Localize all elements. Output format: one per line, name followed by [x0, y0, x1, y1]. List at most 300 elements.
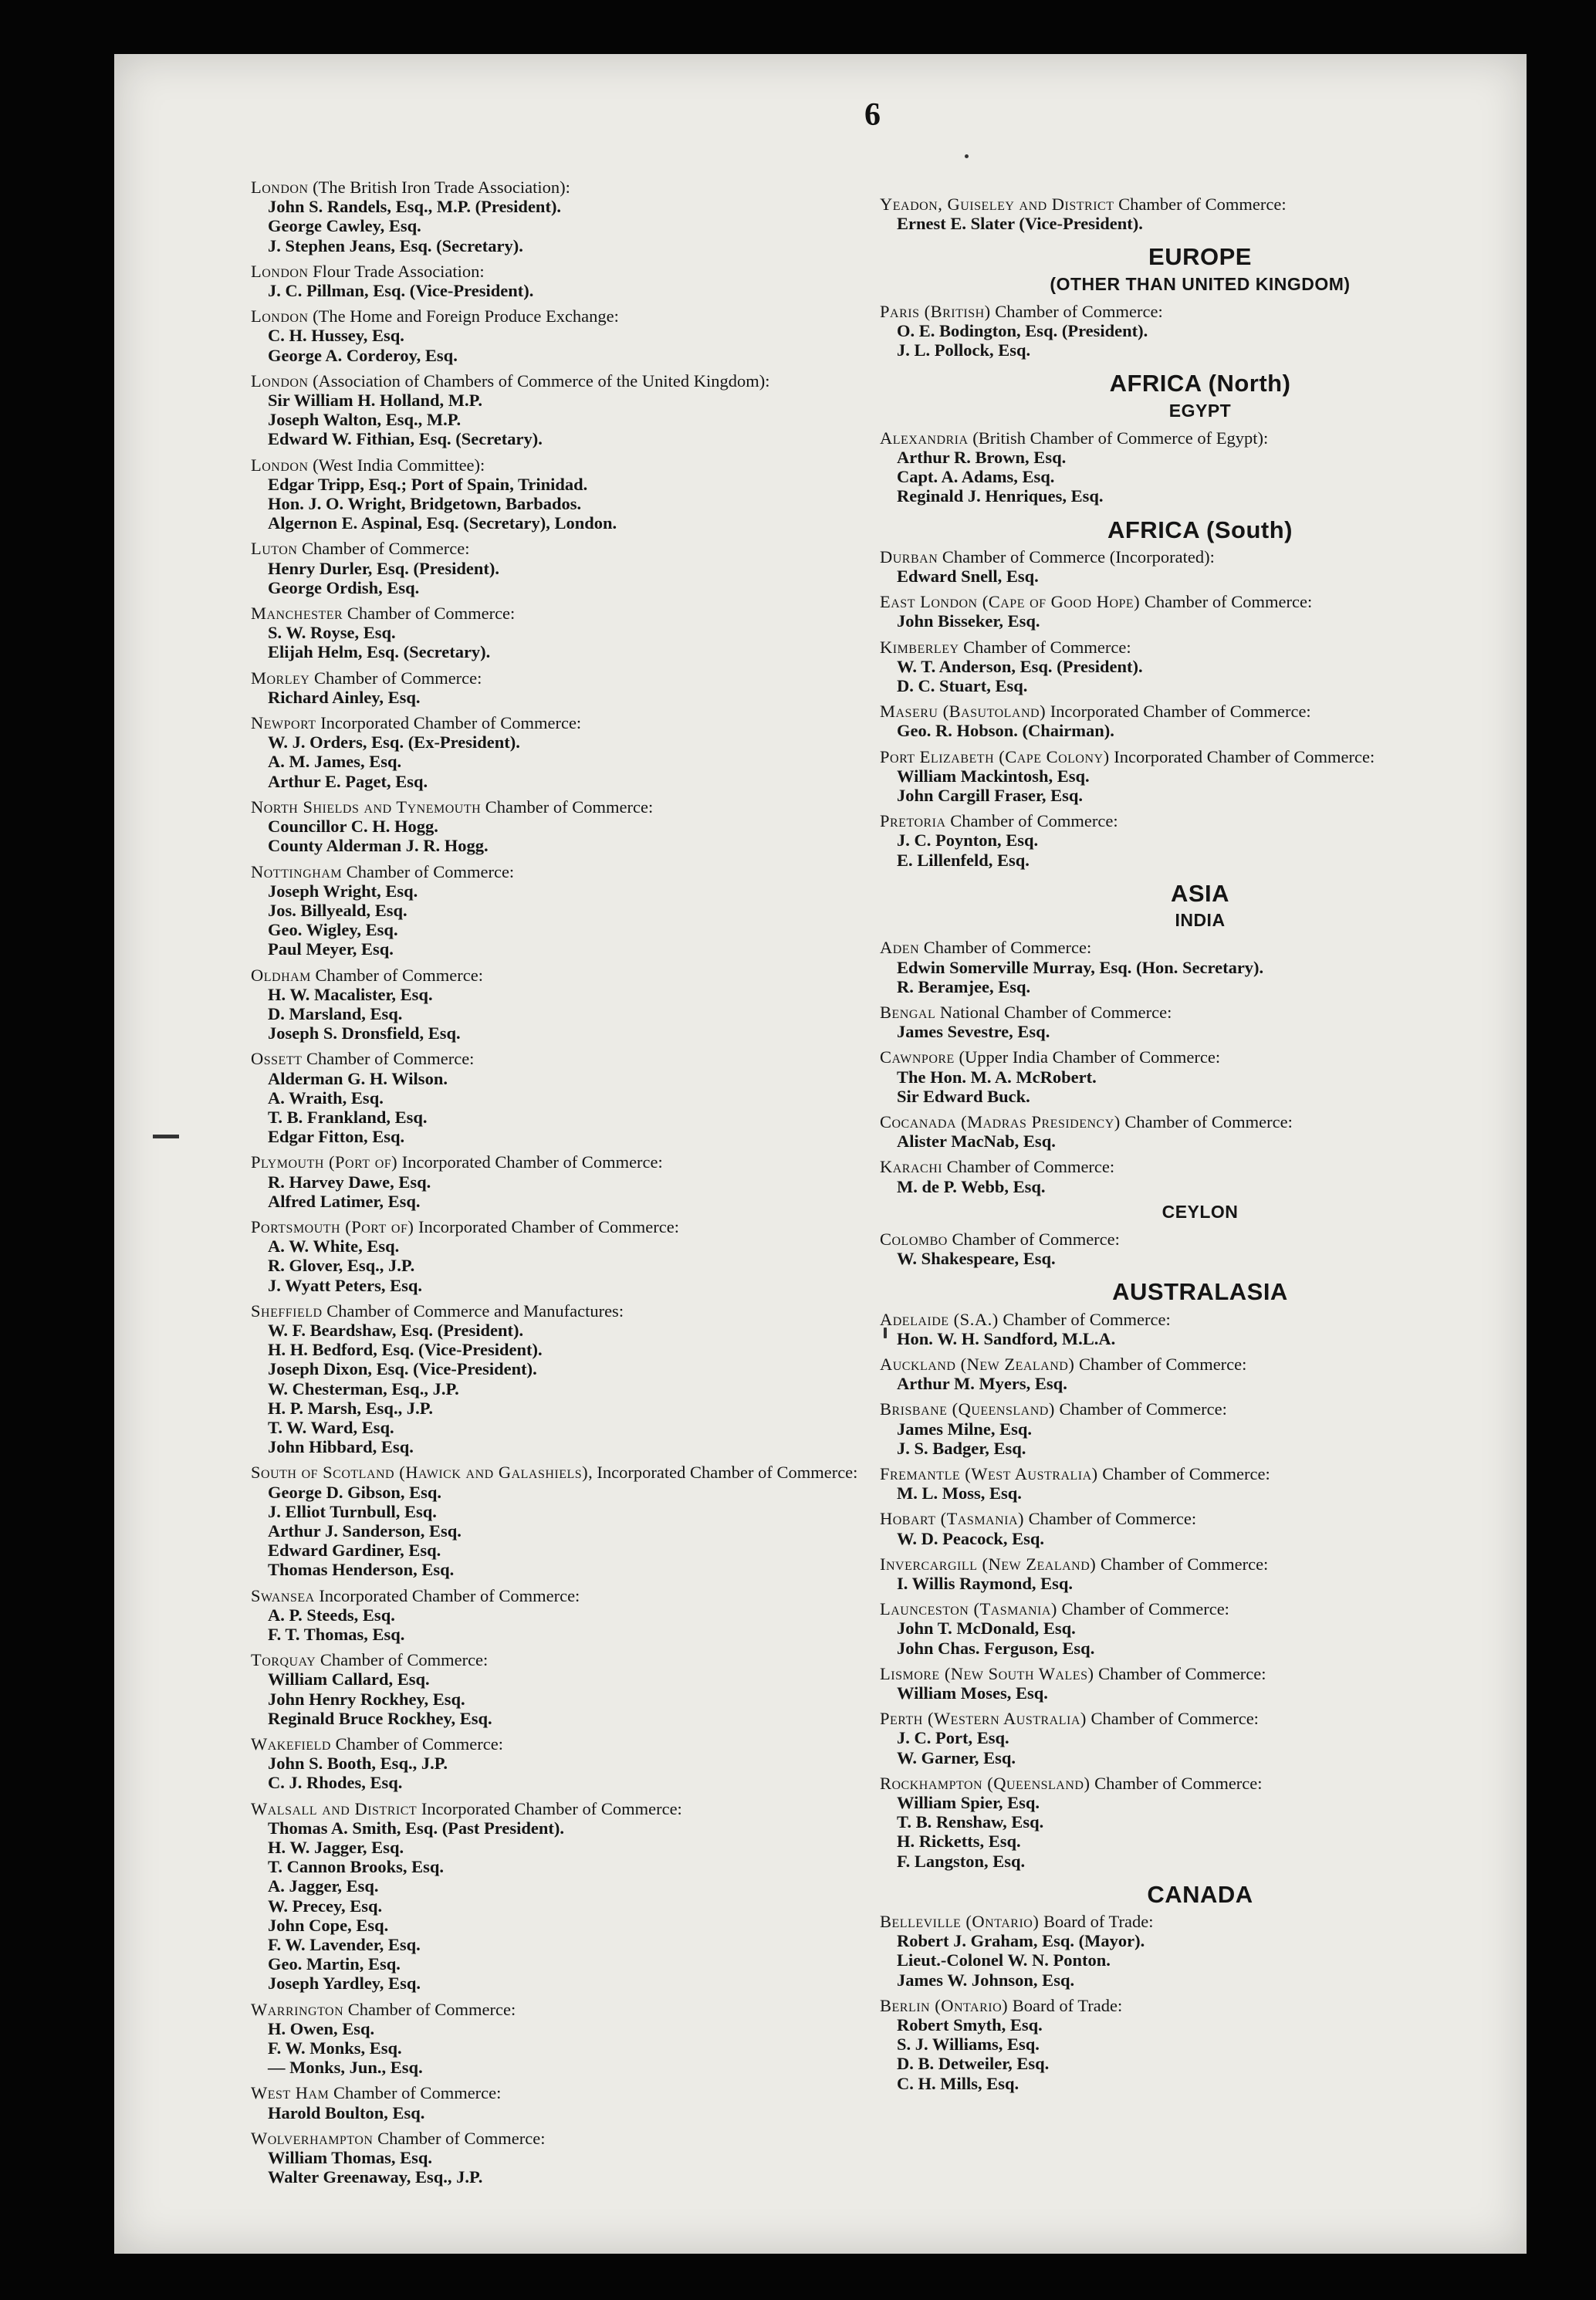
chamber-entry — [251, 1799, 868, 1994]
sub-heading: CEYLON — [1161, 1201, 1239, 1222]
entry-heading — [880, 1399, 1520, 1419]
chamber-entry — [251, 1301, 868, 1457]
entry-heading — [880, 811, 1520, 830]
entry-heading — [880, 592, 1520, 611]
chamber-entry — [251, 1152, 868, 1211]
chamber-entry — [880, 1996, 1520, 2093]
entry-body: Chamber of Commerce: — [297, 539, 470, 559]
entry-heading — [251, 1650, 868, 1669]
chamber-entry — [880, 1774, 1520, 1871]
entry-heading — [880, 638, 1520, 657]
chamber-entry — [251, 1049, 868, 1146]
chamber-entry — [251, 668, 868, 707]
member-line: William Mackintosh, Esq. — [897, 766, 1090, 786]
member-line: Richard Ainley, Esq. — [268, 687, 421, 707]
entry-heading — [880, 1509, 1520, 1528]
entry-body: Flour Trade Association: — [308, 261, 485, 281]
entry-body: Incorporated Chamber of Commerce: — [414, 1216, 679, 1236]
member-line: A. P. Steeds, Esq. — [268, 1605, 395, 1625]
entry-body: Chamber of Commerce: — [342, 861, 515, 881]
chamber-entry — [880, 1157, 1520, 1196]
entry-body: Chamber of Commerce: — [1090, 1773, 1263, 1793]
entry-heading — [880, 547, 1520, 567]
member-line: W. Precey, Esq. — [268, 1896, 383, 1916]
entry-heading — [251, 862, 868, 881]
chamber-entry — [880, 194, 1520, 233]
entry-heading — [251, 604, 868, 623]
member-line: R. Glover, Esq., J.P. — [268, 1256, 415, 1276]
member-line: John Bisseker, Esq. — [897, 611, 1040, 631]
chamber-entry — [880, 1310, 1520, 1348]
entry-place: Fremantle (West Australia) — [880, 1463, 1098, 1483]
chamber-entry — [880, 1355, 1520, 1393]
entry-heading — [251, 1734, 868, 1754]
chamber-entry — [880, 638, 1520, 696]
entry-place: Portsmouth (Port of) — [251, 1216, 414, 1236]
entry-body: Chamber of Commerce: — [373, 2128, 546, 2148]
entry-heading — [251, 1217, 868, 1236]
entry-heading — [251, 2000, 868, 2019]
entry-heading — [880, 1003, 1520, 1022]
entry-body: Incorporated Chamber of Commerce: — [1046, 702, 1311, 722]
member-line: Harold Boulton, Esq. — [268, 2102, 425, 2122]
entry-heading — [251, 1301, 868, 1321]
entry-place: Alexandria — [880, 428, 969, 448]
entry-heading — [251, 966, 868, 985]
member-line: George Cawley, Esq. — [268, 216, 421, 236]
member-line: A. Jagger, Esq. — [268, 1876, 379, 1896]
chamber-entry — [251, 604, 868, 662]
entry-place: Rockhampton (Queensland) — [880, 1773, 1090, 1793]
entry-body: Board of Trade: — [1008, 1995, 1123, 2015]
member-line: W. J. Orders, Esq. (Ex-President). — [268, 732, 520, 753]
entry-place: Invercargill (New Zealand) — [880, 1554, 1097, 1574]
chamber-entry — [880, 547, 1520, 586]
entry-body: Incorporated Chamber of Commerce: — [397, 1152, 663, 1172]
member-line: Reginald Bruce Rockhey, Esq. — [268, 1708, 492, 1728]
entry-body: Chamber of Commerce: — [1140, 592, 1313, 612]
member-line: Edward W. Fithian, Esq. (Secretary). — [268, 429, 543, 449]
entry-body: Chamber of Commerce: — [919, 938, 1092, 958]
chamber-entry — [251, 2000, 868, 2078]
entry-place: Cawnpore — [880, 1047, 955, 1067]
member-line: Joseph Walton, Esq., M.P. — [268, 410, 462, 430]
entry-heading — [880, 1996, 1520, 2015]
member-line: F. W. Lavender, Esq. — [268, 1935, 421, 1955]
member-line: M. de P. Webb, Esq. — [897, 1176, 1046, 1196]
member-line: Edward Gardiner, Esq. — [268, 1541, 441, 1561]
entry-body: Board of Trade: — [1039, 1912, 1154, 1932]
entry-body: Chamber of Commerce: — [316, 1650, 489, 1670]
entry-place: Morley — [251, 668, 310, 688]
entry-heading — [251, 1152, 868, 1172]
member-line: John Cargill Fraser, Esq. — [897, 786, 1084, 806]
entry-place: Kimberley — [880, 637, 959, 657]
member-line: William Moses, Esq. — [897, 1683, 1048, 1703]
entry-place: Belleville (Ontario) — [880, 1912, 1040, 1932]
chamber-entry — [251, 966, 868, 1043]
member-line: Lieut.-Colonel W. N. Ponton. — [897, 1950, 1111, 1970]
entry-heading — [880, 1157, 1520, 1176]
entry-heading — [251, 1463, 868, 1482]
chamber-entry — [251, 2083, 868, 2122]
member-line: Joseph Dixon, Esq. (Vice-President). — [268, 1359, 537, 1379]
left-column — [251, 178, 868, 2193]
member-line: H. Ricketts, Esq. — [897, 1832, 1021, 1852]
entry-body: Chamber of Commerce: — [998, 1309, 1171, 1329]
entry-body: Chamber of Commerce: — [1094, 1663, 1266, 1683]
member-line: I. Willis Raymond, Esq. — [897, 1573, 1073, 1593]
entry-body: Incorporated Chamber of Commerce: — [316, 713, 582, 733]
member-line: Arthur R. Brown, Esq. — [897, 448, 1067, 468]
entry-body: (British Chamber of Commerce of Egypt): — [968, 428, 1269, 448]
entry-body: Chamber of Commerce: — [1054, 1399, 1227, 1419]
entry-body: Chamber of Commerce: — [942, 1157, 1115, 1177]
member-line: William Spier, Esq. — [897, 1793, 1040, 1813]
member-line: T. B. Renshaw, Esq. — [897, 1812, 1044, 1832]
entry-heading — [880, 702, 1520, 721]
entry-place: Maseru (Basutoland) — [880, 702, 1047, 722]
member-line: William Callard, Esq. — [268, 1669, 430, 1689]
entry-place: Warrington — [251, 1999, 344, 2019]
entry-heading — [251, 371, 868, 391]
member-line: Thomas A. Smith, Esq. (Past President). — [268, 1818, 564, 1838]
entry-place: North Shields and Tynemouth — [251, 797, 482, 817]
member-line: S. W. Royse, Esq. — [268, 623, 396, 643]
entry-body: Incorporated Chamber of Commerce: — [1109, 746, 1375, 766]
chamber-entry — [880, 302, 1520, 360]
entry-body: Chamber of Commerce: — [945, 811, 1118, 831]
entry-place: Launceston (Tasmania) — [880, 1599, 1057, 1619]
section-heading: AUSTRALASIA — [1112, 1278, 1288, 1306]
chamber-entry — [251, 371, 868, 449]
member-line: Edgar Fitton, Esq. — [268, 1127, 405, 1147]
entry-body: Chamber of Commerce: — [481, 797, 654, 817]
member-line: T. Cannon Brooks, Esq. — [268, 1857, 445, 1877]
member-line: — Monks, Jun., Esq. — [268, 2058, 423, 2078]
section-heading: AFRICA (North) — [1109, 370, 1291, 397]
entry-place: Auckland (New Zealand) — [880, 1354, 1075, 1374]
chamber-entry — [880, 1112, 1520, 1151]
member-line: Joseph S. Dronsfield, Esq. — [268, 1023, 461, 1043]
entry-place: West Ham — [251, 2083, 330, 2103]
entry-body: (The Home and Foreign Produce Exchange: — [308, 306, 619, 326]
member-line: W. T. Anderson, Esq. (President). — [897, 656, 1143, 676]
chamber-entry — [251, 1586, 868, 1645]
chamber-entry — [251, 1217, 868, 1295]
entry-body: Chamber of Commerce: — [1086, 1709, 1259, 1729]
ink-speck — [965, 154, 969, 158]
member-line: John Henry Rockhey, Esq. — [268, 1689, 465, 1709]
member-line: O. E. Bodington, Esq. (President). — [897, 321, 1148, 341]
entry-place: London — [251, 261, 309, 281]
entry-place: Oldham — [251, 965, 311, 985]
member-line: William Thomas, Esq. — [268, 2148, 432, 2168]
entry-heading — [880, 1355, 1520, 1374]
member-line: County Alderman J. R. Hogg. — [268, 836, 489, 856]
member-line: R. Beramjee, Esq. — [897, 976, 1031, 996]
entry-body: Chamber of Commerce: — [1024, 1509, 1197, 1529]
entry-body: Chamber of Commerce: — [959, 637, 1131, 657]
entry-place: Bengal — [880, 1002, 936, 1022]
chamber-entry — [251, 539, 868, 597]
entry-place: London — [251, 306, 309, 326]
entry-place: Durban — [880, 546, 938, 567]
member-line: Geo. R. Hobson. (Chairman). — [897, 721, 1114, 741]
member-line: John S. Booth, Esq., J.P. — [268, 1754, 448, 1774]
entry-heading — [251, 2129, 868, 2148]
member-line: W. D. Peacock, Esq. — [897, 1528, 1045, 1548]
entry-place: Aden — [880, 938, 920, 958]
member-line: Algernon E. Aspinal, Esq. (Secretary), London. — [268, 513, 617, 533]
entry-body: (The British Iron Trade Association): — [308, 178, 570, 197]
member-line: E. Lillenfeld, Esq. — [897, 850, 1030, 870]
chamber-entry — [880, 1554, 1520, 1593]
entry-place: Sheffield — [251, 1301, 323, 1321]
member-line: Alister MacNab, Esq. — [897, 1131, 1056, 1152]
chamber-entry — [880, 1709, 1520, 1767]
entry-place: Cocanada (Madras Presidency) — [880, 1111, 1121, 1131]
section-heading: EUROPE — [1148, 243, 1252, 271]
chamber-entry — [251, 306, 868, 365]
member-line: T. B. Frankland, Esq. — [268, 1107, 428, 1127]
member-line: W. Chesterman, Esq., J.P. — [268, 1378, 459, 1399]
entry-heading — [880, 1912, 1520, 1931]
entry-body: Chamber of Commerce: — [309, 668, 482, 688]
entry-heading — [880, 1554, 1520, 1574]
section-heading: AFRICA (South) — [1107, 516, 1293, 543]
chamber-entry — [251, 1463, 868, 1579]
member-line: J. C. Port, Esq. — [897, 1728, 1009, 1748]
member-line: F. T. Thomas, Esq. — [268, 1625, 405, 1645]
margin-mark — [153, 1135, 179, 1138]
member-line: James Sevestre, Esq. — [897, 1022, 1050, 1042]
entry-place: Adelaide (S.A.) — [880, 1309, 999, 1329]
chamber-entry — [880, 428, 1520, 506]
entry-heading — [251, 306, 868, 326]
entry-heading — [251, 178, 868, 197]
chamber-entry — [251, 262, 868, 300]
entry-place: Walsall and District — [251, 1798, 418, 1818]
member-line: Edwin Somerville Murray, Esq. (Hon. Secretary). — [897, 957, 1264, 977]
member-line: C. H. Hussey, Esq. — [268, 326, 404, 346]
member-line: Henry Durler, Esq. (President). — [268, 558, 499, 578]
entry-place: London — [251, 370, 309, 391]
entry-heading — [880, 1112, 1520, 1131]
entry-body: (Association of Chambers of Commerce of the United Kingdom): — [308, 370, 770, 391]
entry-place: Paris (British) — [880, 301, 991, 321]
entry-body: Chamber of Commerce (Incorporated): — [938, 546, 1215, 567]
chamber-entry — [880, 702, 1520, 740]
member-line: John Hibbard, Esq. — [268, 1437, 414, 1457]
entry-body: Chamber of Commerce: — [302, 1049, 475, 1069]
entry-place: Luton — [251, 539, 298, 559]
member-line: D. Marsland, Esq. — [268, 1003, 403, 1023]
member-line: John Cope, Esq. — [268, 1915, 389, 1935]
entry-body: Chamber of Commerce: — [330, 1734, 504, 1754]
entry-place: Hobart (Tasmania) — [880, 1509, 1025, 1529]
entry-heading — [880, 194, 1520, 214]
entry-heading — [880, 1599, 1520, 1618]
member-line: J. S. Badger, Esq. — [897, 1438, 1026, 1458]
chamber-entry — [251, 1650, 868, 1728]
entry-place: Pretoria — [880, 811, 946, 831]
member-line: C. J. Rhodes, Esq. — [268, 1773, 403, 1793]
chamber-entry — [880, 1664, 1520, 1703]
member-line: Joseph Wright, Esq. — [268, 881, 418, 901]
entry-heading — [880, 1774, 1520, 1793]
entry-body: Chamber of Commerce: — [1074, 1354, 1247, 1374]
entry-heading — [880, 428, 1520, 448]
chamber-entry — [880, 1599, 1520, 1658]
member-line: Edgar Tripp, Esq.; Port of Spain, Trinidad. — [268, 474, 588, 494]
entry-body: Incorporated Chamber of Commerce: — [417, 1798, 682, 1818]
entry-heading — [880, 1464, 1520, 1483]
entry-heading — [880, 938, 1520, 957]
entry-body: Chamber of Commerce: — [343, 1999, 516, 2019]
member-line: John Chas. Ferguson, Esq. — [897, 1638, 1095, 1658]
chamber-entry — [880, 1912, 1520, 1990]
entry-place: Swansea — [251, 1585, 315, 1605]
chamber-entry — [880, 811, 1520, 870]
entry-place: Brisbane (Queensland) — [880, 1399, 1055, 1419]
right-column — [880, 194, 1520, 2099]
entry-heading — [251, 1586, 868, 1605]
entry-heading — [251, 539, 868, 558]
entry-heading — [251, 668, 868, 688]
member-line: H. W. Macalister, Esq. — [268, 984, 433, 1004]
entry-heading — [880, 1229, 1520, 1249]
entry-body: Chamber of Commerce: — [947, 1229, 1120, 1249]
member-line: W. F. Beardshaw, Esq. (President). — [268, 1320, 524, 1340]
entry-body: Incorporated Chamber of Commerce: — [314, 1585, 580, 1605]
member-line: George D. Gibson, Esq. — [268, 1482, 442, 1502]
member-line: John S. Randels, Esq., M.P. (President). — [268, 197, 562, 217]
member-line: Arthur J. Sanderson, Esq. — [268, 1521, 462, 1541]
member-line: Hon. W. H. Sandford, M.L.A. — [897, 1328, 1116, 1348]
entry-body: (West India Committee): — [308, 455, 485, 475]
member-line: Arthur M. Myers, Esq. — [897, 1374, 1067, 1394]
entry-body: , Incorporated Chamber of Commerce: — [588, 1463, 858, 1483]
entry-heading — [251, 1049, 868, 1068]
member-line: J. Elliot Turnbull, Esq. — [268, 1501, 437, 1521]
member-line: Joseph Yardley, Esq. — [268, 1974, 421, 1994]
section-heading: CANADA — [1147, 1880, 1253, 1908]
entry-body: Chamber of Commerce: — [1057, 1599, 1229, 1619]
chamber-entry — [880, 938, 1520, 996]
chamber-entry — [251, 1734, 868, 1793]
member-line: George Ordish, Esq. — [268, 577, 420, 597]
entry-heading — [880, 1709, 1520, 1728]
member-line: W. Shakespeare, Esq. — [897, 1249, 1056, 1269]
member-line: J. C. Poynton, Esq. — [897, 830, 1039, 851]
entry-heading — [880, 302, 1520, 321]
member-line: Ernest E. Slater (Vice-President). — [897, 214, 1143, 234]
member-line: Arthur E. Paget, Esq. — [268, 771, 428, 791]
member-line: Geo. Martin, Esq. — [268, 1954, 401, 1974]
member-line: Hon. J. O. Wright, Bridgetown, Barbados. — [268, 494, 582, 514]
entry-heading — [880, 1047, 1520, 1067]
member-line: Capt. A. Adams, Esq. — [897, 467, 1055, 487]
entry-heading — [251, 2083, 868, 2102]
member-line: A. M. James, Esq. — [268, 752, 402, 772]
chamber-entry — [880, 1003, 1520, 1041]
chamber-entry — [251, 713, 868, 791]
member-line: Edward Snell, Esq. — [897, 567, 1039, 587]
chamber-entry — [880, 1047, 1520, 1106]
member-line: Sir William H. Holland, M.P. — [268, 391, 482, 411]
member-line: Councillor C. H. Hogg. — [268, 817, 438, 837]
entry-place: Karachi — [880, 1157, 943, 1177]
member-line: J. L. Pollock, Esq. — [897, 340, 1031, 360]
chamber-entry — [880, 1509, 1520, 1547]
sub-heading: EGYPT — [1168, 400, 1232, 421]
member-line: Reginald J. Henriques, Esq. — [897, 486, 1104, 506]
entry-body: Chamber of Commerce: — [343, 604, 516, 624]
member-line: J. Stephen Jeans, Esq. (Secretary). — [268, 235, 523, 255]
member-line: Alderman G. H. Wilson. — [268, 1068, 448, 1088]
entry-body: Chamber of Commerce: — [1120, 1111, 1293, 1131]
entry-body: Chamber of Commerce: — [1114, 194, 1287, 214]
entry-place: Colombo — [880, 1229, 948, 1249]
member-line: Thomas Henderson, Esq. — [268, 1560, 455, 1580]
entry-place: Nottingham — [251, 861, 343, 881]
member-line: H. H. Bedford, Esq. (Vice-President). — [268, 1340, 543, 1360]
entry-body: Chamber of Commerce: — [329, 2083, 502, 2103]
entry-place: Yeadon, Guiseley and District — [880, 194, 1114, 214]
entry-place: Wakefield — [251, 1734, 331, 1754]
entry-place: East London (Cape of Good Hope) — [880, 592, 1141, 612]
chamber-entry — [251, 797, 868, 856]
member-line: The Hon. M. A. McRobert. — [897, 1067, 1097, 1087]
member-line: S. J. Williams, Esq. — [897, 2034, 1040, 2055]
page-number: 6 — [864, 97, 881, 133]
entry-place: Plymouth (Port of) — [251, 1152, 398, 1172]
member-line: H. W. Jagger, Esq. — [268, 1838, 404, 1858]
member-line: J. Wyatt Peters, Esq. — [268, 1275, 422, 1295]
member-line: F. Langston, Esq. — [897, 1851, 1026, 1871]
chamber-entry — [251, 178, 868, 255]
member-line: A. W. White, Esq. — [268, 1236, 400, 1257]
member-line: H. P. Marsh, Esq., J.P. — [268, 1398, 434, 1418]
entry-body: Chamber of Commerce: — [310, 965, 483, 985]
member-line: C. H. Mills, Esq. — [897, 2073, 1019, 2093]
entry-place: Lismore (New South Wales) — [880, 1663, 1094, 1683]
entry-heading — [251, 1799, 868, 1818]
entry-heading — [880, 1310, 1520, 1329]
entry-place: South of Scotland (Hawick and Galashiels) — [251, 1463, 589, 1483]
chamber-entry — [880, 1229, 1520, 1268]
member-line: Paul Meyer, Esq. — [268, 939, 394, 959]
member-line: Sir Edward Buck. — [897, 1086, 1030, 1106]
member-line: Alfred Latimer, Esq. — [268, 1191, 421, 1211]
chamber-entry — [880, 1399, 1520, 1458]
entry-place: Wolverhampton — [251, 2128, 374, 2148]
member-line: Walter Greenaway, Esq., J.P. — [268, 2167, 483, 2187]
sub-heading: INDIA — [1175, 910, 1226, 931]
entry-body: Chamber of Commerce and Manufactures: — [322, 1301, 624, 1321]
entry-heading — [251, 797, 868, 817]
entry-place: Manchester — [251, 604, 343, 624]
member-line: Jos. Billyeald, Esq. — [268, 900, 407, 920]
entry-body: National Chamber of Commerce: — [935, 1002, 1172, 1022]
chamber-entry — [251, 455, 868, 533]
entry-place: Perth (Western Australia) — [880, 1709, 1087, 1729]
entry-heading — [880, 747, 1520, 766]
member-line: Geo. Wigley, Esq. — [268, 920, 398, 940]
chamber-entry — [880, 592, 1520, 631]
member-line: Robert J. Graham, Esq. (Mayor). — [897, 1931, 1145, 1951]
